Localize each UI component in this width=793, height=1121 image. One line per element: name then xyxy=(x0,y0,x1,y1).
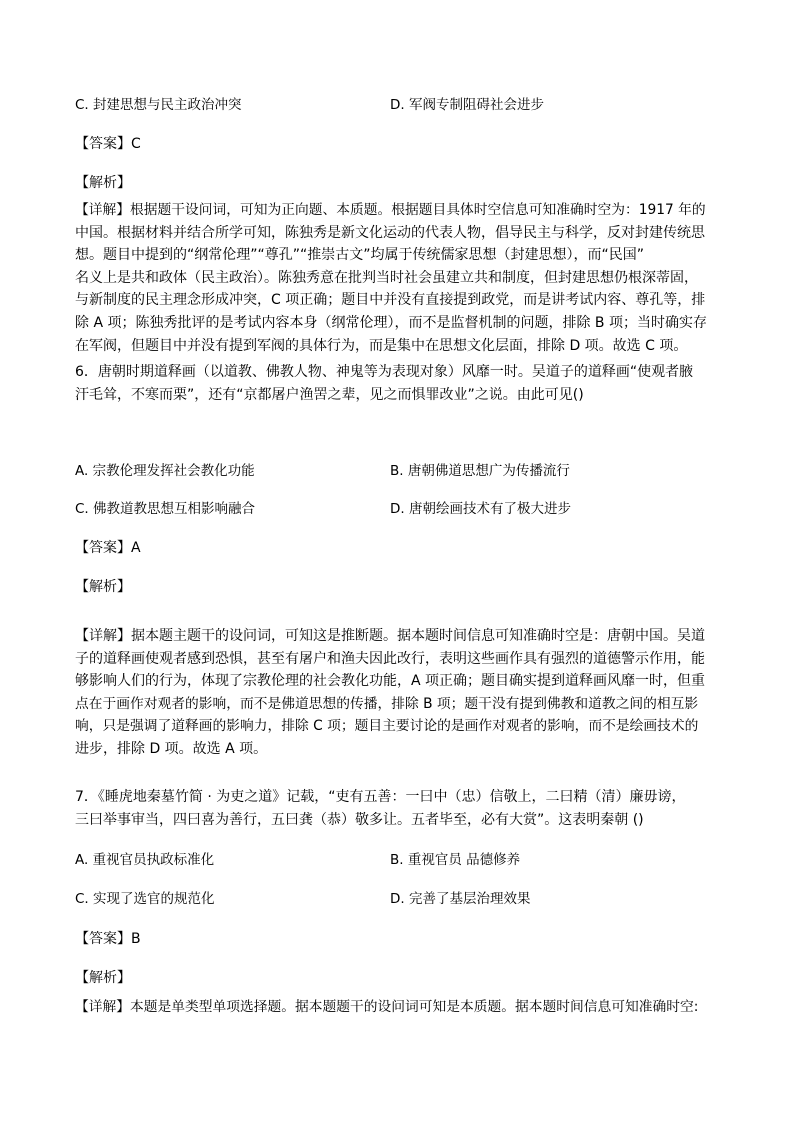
answer-label: 【答案】A xyxy=(75,540,141,556)
detail-paragraph xyxy=(75,625,708,761)
question-stem xyxy=(75,361,708,406)
option-a: A. 重视官员执政标准化 xyxy=(75,852,215,868)
paragraph-line: 点在于画作对观者的影响，而不是佛道思想的传播，排除 B 项；题干没有提到佛教和道教之间的相互影 xyxy=(75,695,699,712)
paragraph-line: 进步，排除 D 项。故选 A 项。 xyxy=(75,740,268,757)
paragraph-line: 除 A 项；陈独秀批评的是考试内容本身（纲常伦理），而不是监督机制的问题，排除 B 项；当时确实存 xyxy=(75,314,707,331)
analysis-heading: 【解析】 xyxy=(75,970,131,986)
stem-line: 7．《睡虎地秦墓竹简 · 为吏之道》记载，“吏有五善：一曰中（忠）信敬上，二曰精（清）廉毋谤， xyxy=(75,789,686,805)
analysis-heading xyxy=(75,173,131,193)
option-c: C. 封建思想与民主政治冲突 xyxy=(75,97,242,113)
detail-paragraph xyxy=(75,199,708,357)
question-stem xyxy=(75,786,708,831)
stem-line: 6．唐朝时期道释画（以道教、佛教人物、神鬼等为表现对象）风靡一时。吴道子的道释画“使观者腋 xyxy=(75,364,694,380)
option-c: C. 实现了选官的规范化 xyxy=(75,891,215,907)
paragraph-line: 名义上是共和政体（民主政治）。陈独秀意在批判当时社会虽建立共和制度，但封建思想仍根深蒂固， xyxy=(75,269,698,286)
option-d: D. 唐朝绘画技术有了极大进步 xyxy=(390,501,571,517)
paragraph-line: 【详解】本题是单类型单项选择题。据本题题干的设问词可知是本质题。据本题时间信息可知准确时空: xyxy=(75,999,699,1015)
option-d: D. 完善了基层治理效果 xyxy=(390,891,531,907)
option-a: A. 宗教伦理发挥社会教化功能 xyxy=(75,463,255,479)
analysis-bracket-open: 【 xyxy=(75,175,89,191)
paragraph-line: 【详解】据本题主题干的设问词，可知这是推断题。据本题时间信息可知准确时空是：唐朝中国。吴道 xyxy=(75,628,705,644)
paragraph-line: 响，只是强调了道释画的影响力，排除 C 项；题目主要讨论的是画作对观者的影响，而不是绘画技术的 xyxy=(75,718,699,735)
stem-line: 汗毛耸，不寒而栗”，还有“京都屠户渔罟之辈，见之而惧罪改业”之说。由此可见() xyxy=(75,386,584,403)
answer-label: 【答案】C xyxy=(75,136,141,152)
option-b: B. 唐朝佛道思想广为传播流行 xyxy=(390,463,570,479)
paragraph-line: 【详解】根据题干设问词，可知为正向题、本质题。根据题目具体时空信息可知准确时空为：1917 年的 xyxy=(75,202,706,218)
analysis-heading-text: 解析 xyxy=(89,175,117,191)
paragraph-line: 在军阀，但题目中并没有提到军阀的具体行为，而是集中在思想文化层面，排除 D 项。故选 C 项。 xyxy=(75,337,688,354)
analysis-bracket-close: 】 xyxy=(117,175,131,191)
paragraph-line: 想。题目中提到的“纲常伦理”“尊孔”“推崇古文”均属于传统儒家思想（封建思想），而“民国” xyxy=(75,247,645,264)
stem-line: 三曰举事审当，四曰喜为善行，五曰龚（恭）敬多让。五者毕至，必有大赏”。这表明秦朝 () xyxy=(75,811,644,828)
paragraph-line: 子的道释画使观者感到恐惧，甚至有屠户和渔夫因此改行，表明这些画作具有强烈的道德警示作用，能 xyxy=(75,650,705,667)
option-b: B. 重视官员 品德修养 xyxy=(390,852,521,868)
paragraph-line: 够影响人们的行为，体现了宗教伦理的社会教化功能，A 项正确；题目确实提到道释画风靡一时，但重 xyxy=(75,673,706,690)
detail-paragraph xyxy=(75,996,708,1019)
analysis-heading: 【解析】 xyxy=(75,579,131,595)
option-d: D. 军阀专制阻碍社会进步 xyxy=(390,97,544,113)
paragraph-line: 与新制度的民主理念形成冲突，C 项正确；题目中并没有直接提到政党，而是讲考试内容、尊孔等，排 xyxy=(75,292,706,309)
option-c: C. 佛教道教思想互相影响融合 xyxy=(75,501,256,517)
paragraph-line: 中国。根据材料并结合所学可知，陈独秀是新文化运动的代表人物，倡导民主与科学，反对封建传统思 xyxy=(75,224,705,241)
answer-label: 【答案】B xyxy=(75,931,141,947)
